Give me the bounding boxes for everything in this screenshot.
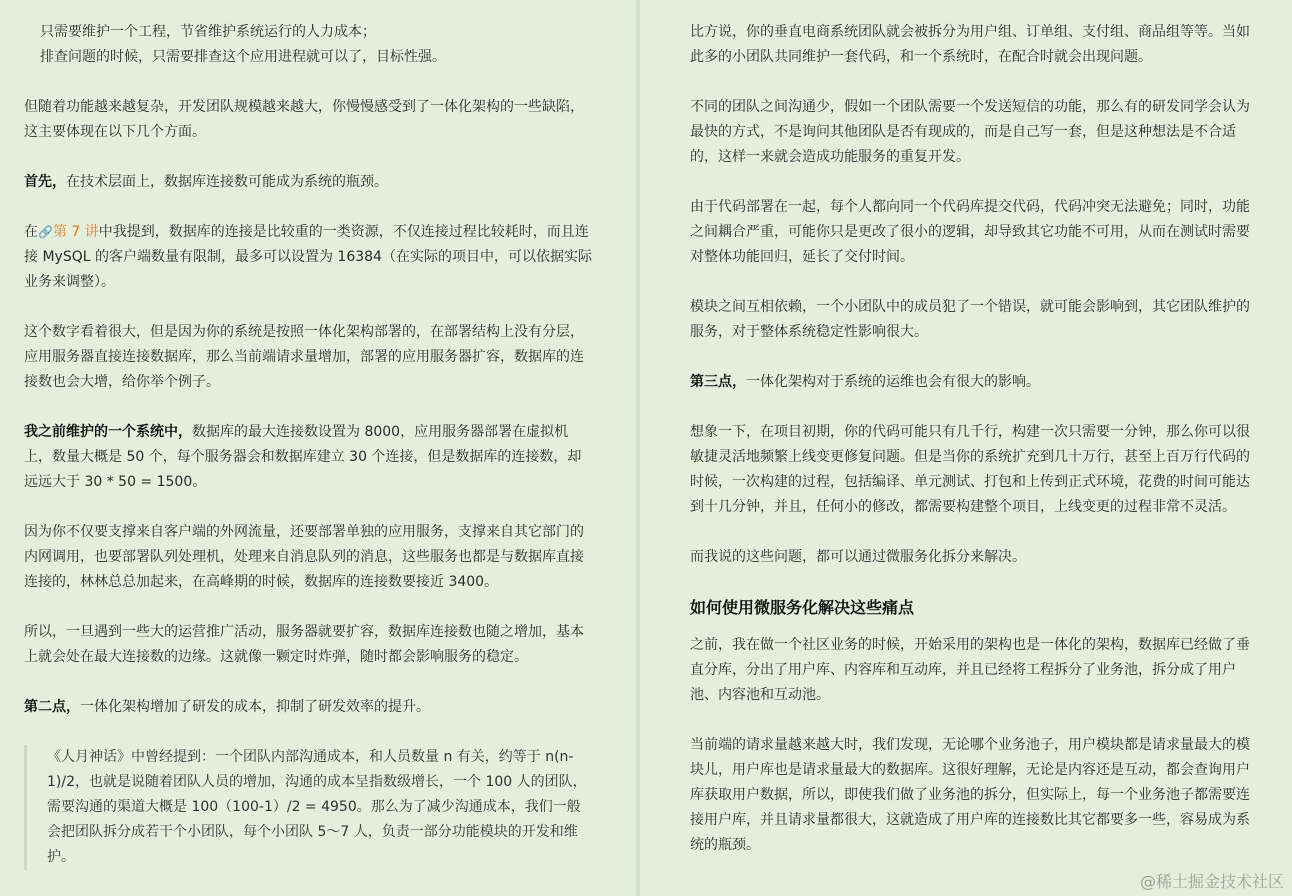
- paragraph-build-time: 想象一下，在项目初期，你的代码可能只有几千行，构建一次只需要一分钟，那么你可以很敏捷灵活地频繁上线变更修复问题。但是当你的系统扩充到几十万行，甚至上百万行代码的时候，一次构建的过程，包括编译、单元测试、打包和上传到正式环境，花费的时间可能达到十几分钟，并且，任何小的修改，都需要构建整个项目，上线变更的过程非常不灵活。: [690, 424, 1250, 515]
- paragraph-code-conflict: 由于代码部署在一起，每个人都向同一个代码库提交代码，代码冲突无法避免；同时，功能之间耦合严重，可能你只是更改了很小的逻辑，却导致其它功能不可用，从而在测试时需要对整体功能回归，延长了交付时间。: [690, 199, 1250, 265]
- paragraph-text: 在: [24, 224, 38, 240]
- right-column: [640, 0, 1292, 896]
- paragraph-numbers: 这个数字看着很大，但是因为你的系统是按照一体化架构部署的，在部署结构上没有分层，应用服务器直接连接数据库，那么当前端请求量增加，部署的应用服务器扩容，数据库的连接数也会大增，给你举个例子。: [24, 324, 584, 390]
- paragraph-text: 数据库的最大连接数设置为 8000，应用服务器部署在虚拟机上，数量大概是 50 个，每个服务器会和数据库建立 30 个连接，但是数据库的连接数，却远远大于 30 * 50 = 1500。: [24, 424, 582, 490]
- bold-lead: 第三点，: [690, 374, 746, 390]
- list-item-1: 只需要维护一个工程，节省维护系统运行的人力成本；: [40, 24, 376, 40]
- paragraph-mysql: [24, 220, 592, 295]
- bold-lead: 我之前维护的一个系统中，: [24, 424, 192, 440]
- paragraph-timebomb: 所以，一旦遇到一些大的运营推广活动，服务器就要扩容，数据库连接数也随之增加，基本上就会处在最大连接数的边缘。这就像一颗定时炸弹，随时都会影响服务的稳定。: [24, 624, 584, 665]
- link-icon: 🔗: [38, 225, 53, 239]
- paragraph-example: [24, 420, 592, 495]
- paragraph-first-point: [24, 170, 592, 195]
- paragraph-communication: 不同的团队之间沟通少，假如一个团队需要一个发送短信的功能，那么有的研发同学会认为最快的方式，不是询问其他团队是否有现成的，而是自己写一套，但是这种想法是不合适的，这样一来就会造成功能服务的重复开发。: [690, 99, 1250, 165]
- paragraph-community: 之前，我在做一个社区业务的时候，开始采用的架构也是一体化的架构，数据库已经做了垂直分库，分出了用户库、内容库和互动库，并且已经将工程拆分了业务池，拆分成了用户池、内容池和互动池。: [690, 637, 1250, 703]
- paragraph-traffic: 因为你不仅要支撑来自客户端的外网流量，还要部署单独的应用服务，支撑来自其它部门的内网调用，也要部署队列处理机，处理来自消息队列的消息，这些服务也都是与数据库直接连接的，林林总总加起来，在高峰期的时候，数据库的连接数要接近 3400。: [24, 524, 584, 590]
- paragraph-dependency: 模块之间互相依赖，一个小团队中的成员犯了一个错误，就可能会影响到，其它团队维护的服务，对于整体系统稳定性影响很大。: [690, 299, 1250, 340]
- lecture-link[interactable]: 第 7 讲: [52, 224, 99, 240]
- paragraph-text: 中我提到，数据库的连接是比较重的一类资源，不仅连接过程比较耗时，而且连接 MySQL 的客户端数量有限制，最多可以设置为 16384（在实际的项目中，可以依据实际业务来调整）。: [24, 224, 592, 290]
- paragraph-text: 在技术层面上，数据库连接数可能成为系统的瓶颈。: [66, 174, 388, 190]
- paragraph-third-point: [690, 370, 1258, 395]
- list-item-2: 排查问题的时候，只需要排查这个应用进程就可以了，目标性强。: [40, 49, 446, 65]
- section-heading: 如何使用微服务化解决这些痛点: [690, 598, 915, 617]
- bold-lead: 第二点，: [24, 699, 80, 715]
- paragraph-teams: 比方说，你的垂直电商系统团队就会被拆分为用户组、订单组、支付组、商品组等等。当如此多的小团队共同维护一套代码，和一个系统时，在配合时就会出现问题。: [690, 24, 1250, 65]
- paragraph-second-point: [24, 695, 592, 720]
- watermark: @稀土掘金技术社区: [1139, 872, 1284, 891]
- paragraph-solution: 而我说的这些问题，都可以通过微服务化拆分来解决。: [690, 549, 1026, 565]
- left-column: [0, 0, 636, 896]
- paragraph-text: 一体化架构对于系统的运维也会有很大的影响。: [746, 374, 1040, 390]
- paragraph-text: 一体化架构增加了研发的成本，抑制了研发效率的提升。: [80, 699, 430, 715]
- paragraph-intro: 但随着功能越来越复杂，开发团队规模越来越大，你慢慢感受到了一体化架构的一些缺陷，这主要体现在以下几个方面。: [24, 99, 584, 140]
- paragraph-user-db: 当前端的请求量越来越大时，我们发现，无论哪个业务池子，用户模块都是请求量最大的模块儿，用户库也是请求量最大的数据库。这很好理解，无论是内容还是互动，都会查询用户库获取用户数据，所以，即使我们做了业务池的拆分，但实际上，每一个业务池子都需要连接用户库，并且请求量都很大，这就造成了用户库的连接数比其它都要多一些，容易成为系统的瓶颈。: [690, 737, 1250, 853]
- bold-lead: 首先，: [24, 174, 66, 190]
- quote-block: 《人月神话》中曾经提到：一个团队内部沟通成本，和人员数量 n 有关，约等于 n(n-1)/2，也就是说随着团队人员的增加，沟通的成本呈指数级增长，一个 100 人的团队，需要沟通的渠道大概是 100（100-1）/2 = 4950。那么为了减少沟通成本，我们一般会把团队拆分成若干个小团队，每个小团队 5～7 人，负责一部分功能模块的开发和维护。: [24, 745, 592, 870]
